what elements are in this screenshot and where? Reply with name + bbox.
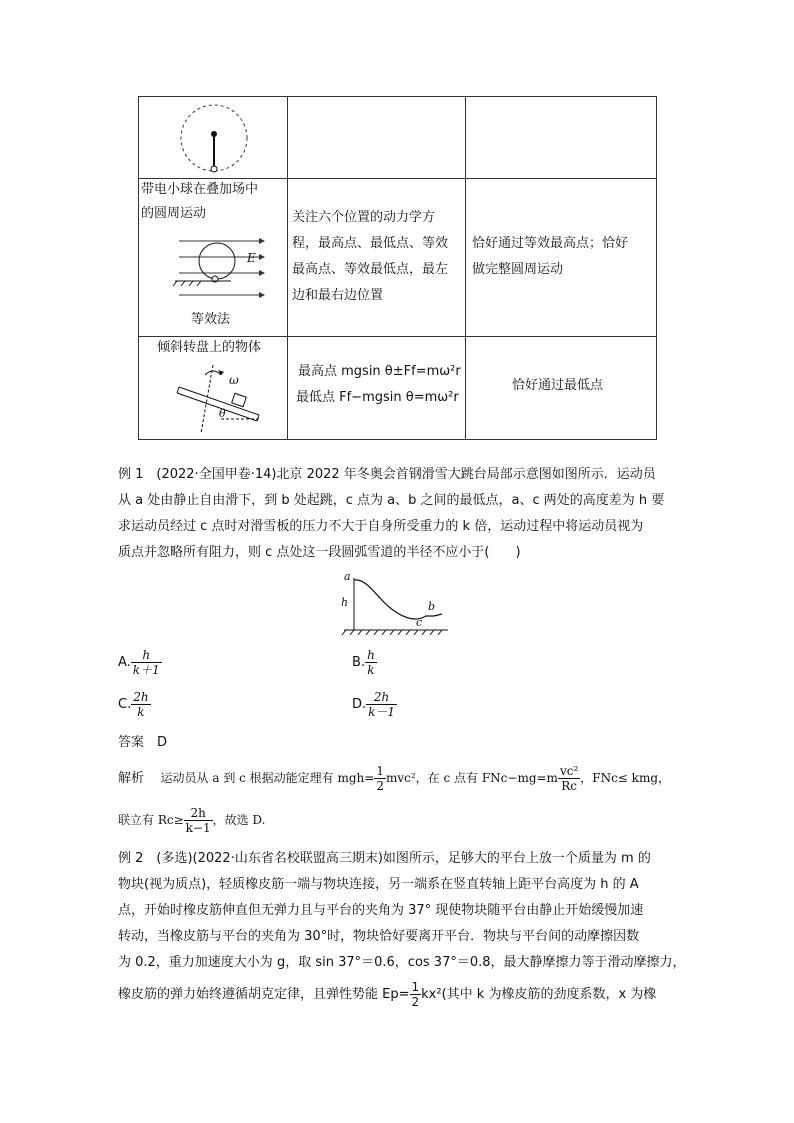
analysis-text-1: 运动员从 a 到 c 根据动能定理有 mgh= <box>160 771 375 785</box>
analysis-half-fraction <box>374 764 386 793</box>
option-a-fraction <box>131 648 162 677</box>
option-a[interactable] <box>118 648 162 677</box>
cell-r3-c1 <box>139 337 288 440</box>
fig-label-b: b <box>428 600 436 613</box>
option-b-den: k <box>367 663 375 677</box>
analysis-line-1 <box>118 764 670 793</box>
analysis-text-2: mvc²，在 c 点有 FNc−mg=m <box>385 771 558 785</box>
option-d-label: D. <box>352 697 367 712</box>
row2-col2-line-2: 程，最高点、最低点、等效 <box>292 236 449 251</box>
example2-half-den: 2 <box>411 995 420 1009</box>
cell-r3-c2 <box>288 337 466 440</box>
analysis-result-den: k−1 <box>185 821 211 835</box>
example2-line-5: 为 0.2，重力加速度大小为 g，取 sin 37°＝0.6，cos 37°＝0.8，最大静摩擦力等于滑动摩擦力， <box>118 955 686 970</box>
option-d-fraction <box>366 690 397 719</box>
option-b-label: B. <box>352 655 366 670</box>
example1-line-4: 质点并忽略所有阻力，则 c 点处这一段圆弧雪道的半径不应小于( ) <box>118 545 521 560</box>
cell-r2-c2 <box>288 179 466 337</box>
fig-label-h: h <box>341 596 349 609</box>
analysis-label: 解析 <box>118 771 145 786</box>
field-label-e: E <box>247 251 256 265</box>
option-c-num: 2h <box>133 690 149 704</box>
analysis-text-5: ，故选 D. <box>212 813 266 827</box>
cell-r2-c3 <box>466 179 657 337</box>
row2-title-1: 带电小球在叠加场中 <box>141 182 259 197</box>
example2-line-1: 例 2 (多选)(2022·山东省名校联盟高三期末)如图所示，足够大的平台上放一个质量为 m 的 <box>118 851 651 866</box>
example1-line-2: 从 a 处由静止自由滑下，到 b 处起跳，c 点为 a、b 之间的最低点，a、c 两处的高度差为 h 要 <box>118 493 665 508</box>
row2-col2-line-1: 关注六个位置的动力学方 <box>292 210 436 225</box>
cell-r3-c3 <box>466 337 657 440</box>
analysis-result-num: 2h <box>184 806 213 821</box>
ski-jump-figure <box>338 572 454 638</box>
lowest-point-eq: 最低点 Ff−mgsin θ=mω²r <box>296 390 459 405</box>
row2-col3-line-1: 恰好通过等效最高点；恰好 <box>472 236 629 251</box>
row3-col3: 恰好通过最低点 <box>512 378 604 393</box>
analysis-text-4: 联立有 Rc≥ <box>118 813 184 827</box>
example2-last-a: 橡皮筋的弹力始终遵循胡克定律，且弹性势能 Ep= <box>118 987 410 1002</box>
highest-point-eq: 最高点 mgsin θ±Ff=mω²r <box>298 364 461 379</box>
answer: 答案 D <box>118 735 168 750</box>
analysis-vr-fraction <box>558 764 580 793</box>
cell-r1-c2 <box>288 97 466 179</box>
option-c-den: k <box>137 705 145 719</box>
row3-title: 倾斜转盘上的物体 <box>157 340 262 355</box>
row2-title-2: 的圆周运动 <box>141 206 207 221</box>
option-c-label: C. <box>118 697 132 712</box>
cell-r1-c3 <box>466 97 657 179</box>
analysis-half-den: 2 <box>376 779 384 793</box>
row2-col2-line-3: 最高点、等效最低点，最左 <box>292 262 449 277</box>
example1-line-3: 求运动员经过 c 点时对滑雪板的压力不大于自身所受重力的 k 倍，运动过程中将运动员视为 <box>118 519 644 534</box>
example2-last-b: kx²(其中 k 为橡皮筋的劲度系数，x 为橡 <box>421 987 657 1002</box>
theta-label: θ <box>219 407 226 420</box>
method-label: 等效法 <box>191 312 231 327</box>
option-d-num: 2h <box>366 690 397 705</box>
example2-line-4: 转动，当橡皮筋与平台的夹角为 30°时，物块恰好要离开平台．物块与平台间的动摩擦因数 <box>118 929 640 944</box>
option-b-fraction <box>365 648 377 677</box>
analysis-vr-den: Rc <box>561 779 577 793</box>
option-a-num: h <box>131 648 162 663</box>
example2-line-6 <box>118 980 656 1009</box>
analysis-result-fraction <box>184 806 213 835</box>
cell-r1-c1 <box>139 97 288 179</box>
row2-col3-line-2: 做完整圆周运动 <box>472 262 564 277</box>
analysis-half-num: 1 <box>376 764 384 778</box>
option-c[interactable] <box>118 690 151 719</box>
analysis-text-3: ，FNc≤ kmg， <box>580 771 670 785</box>
example2-half-fraction <box>410 980 422 1009</box>
option-a-den: k＋1 <box>132 663 160 677</box>
analysis-line-2 <box>118 806 265 835</box>
analysis-vr-num: vc² <box>559 764 579 778</box>
cell-r2-c1 <box>139 179 288 337</box>
example1-line-1: 例 1 (2022·全国甲卷·14)北京 2022 年冬奥会首钢滑雪大跳台局部示意图如图所示．运动员 <box>118 467 656 482</box>
option-a-label: A. <box>118 655 131 670</box>
vertical-circle-figure <box>177 101 251 175</box>
fig-label-c: c <box>416 616 423 629</box>
option-c-fraction <box>131 690 150 719</box>
option-b[interactable] <box>352 648 377 677</box>
option-d-den: k－1 <box>368 705 396 719</box>
row2-col2-line-4: 边和最右边位置 <box>292 288 384 303</box>
physics-table <box>138 96 657 440</box>
omega-label: ω <box>229 373 239 387</box>
fig-label-a: a <box>344 570 351 583</box>
example2-line-3: 点，开始时橡皮筋伸直但无弹力且与平台的夹角为 37° 现使物块随平台由静止开始缓慢加速 <box>118 903 644 918</box>
option-b-num: h <box>367 648 375 662</box>
option-d[interactable] <box>352 690 397 719</box>
example2-line-2: 物块(视为质点)，轻质橡皮筋一端与物块连接，另一端系在竖直转轴上距平台高度为 h 的 A <box>118 877 639 892</box>
example2-half-num: 1 <box>411 980 420 994</box>
